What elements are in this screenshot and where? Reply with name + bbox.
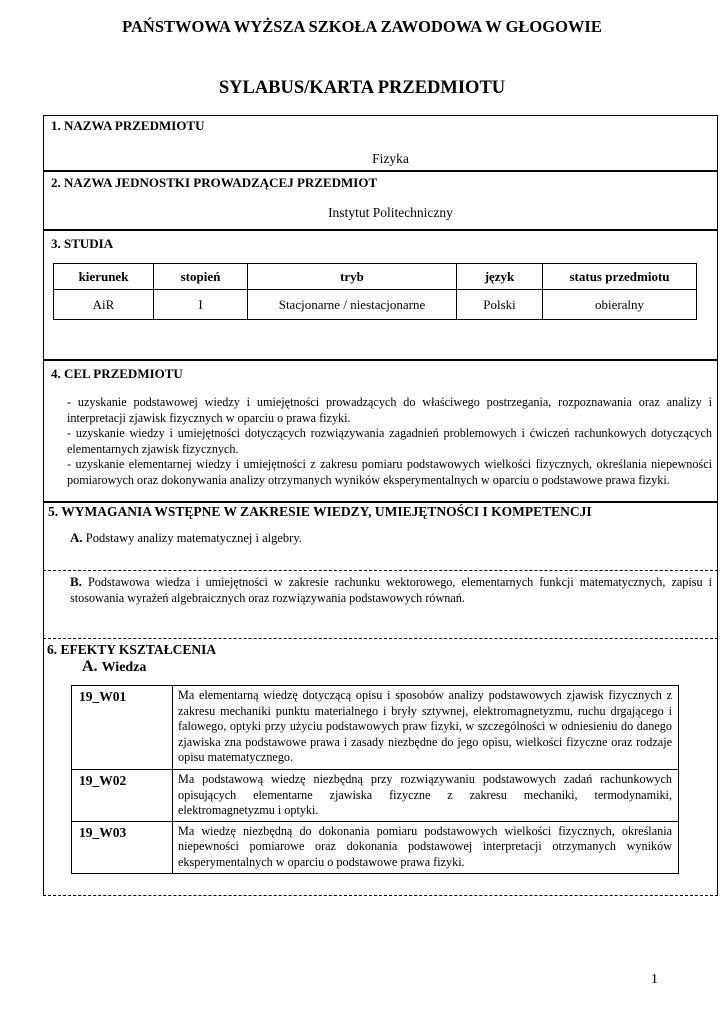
cell-tryb: Stacjonarne / niestacjonarne (248, 290, 457, 320)
page-number: 1 (651, 972, 658, 987)
unit-name: Instytut Politechniczny (328, 205, 453, 220)
requirement-a-label: A. (70, 530, 83, 545)
table-row (72, 821, 679, 873)
section-2-title: 2. NAZWA JEDNOSTKI PROWADZĄCEJ PRZEDMIOT (51, 175, 378, 190)
outcome-code: 19_W02 (72, 770, 173, 822)
header-status: status przedmiotu (543, 264, 697, 290)
school-name: PAŃSTWOWA WYŻSZA SZKOŁA ZAWODOWA W GŁOGOWIE (122, 17, 602, 36)
subsection-title: Wiedza (101, 660, 147, 675)
outcome-text: Ma elementarną wiedzę dotyczącą opisu i sposobów analizy podstawowych zjawisk fizycznych z zakresu mechaniki punktu materialnego i bryły sztywnej, elektromagnetyzmu, ruchu drgającego i falowego, optyki przy użyciu podstawowych praw fizyki, w szczególności w odniesieniu do danego zjawiska zna podstawowe prawa i zasady niezbędne do jego opisu, wielkości fizyczne oraz rodzaje opisu matematycznego. (173, 686, 679, 770)
section-3-title: 3. STUDIA (51, 236, 114, 251)
document-title: SYLABUS/KARTA PRZEDMIOTU (218, 78, 506, 98)
course-goals-text: - uzyskanie podstawowej wiedzy i umiejętności prowadzących do właściwego postrzegania, rozpoznawania oraz analizy i interpretacji zjawisk fizycznych w oparciu o prawa fizyki. - uzyskanie wiedzy i umiejętności dotyczących rozwiązywania zagadnień problemowych i ćwiczeń rachunkowych dotyczących elementarnych zjawisk fizycznych. - uzyskanie elementarnej wiedzy i umiejętności z zakresu pomiaru podstawowych wielkości fizycznych, określania niepewności pomiarowych oraz dokonywania analizy otrzymanych wyników eksperymentalnych w oparciu o podstawowe prawa fizyki. (67, 395, 712, 487)
header-kierunek: kierunek (54, 264, 154, 290)
section-4-box (43, 360, 718, 502)
cell-kierunek: AiR (54, 290, 154, 320)
outcome-text: Ma wiedzę niezbędną do dokonania pomiaru podstawowych wielkości fizycznych, określania niepewności pomiarowe oraz dokonania podstawowej interpretacji otrzymanych wyników eksperymentalnych w oparciu o podstawowe prawa fizyki. (173, 821, 679, 873)
section-2-box (43, 171, 718, 230)
section-6-title: 6. EFEKTY KSZTAŁCENIA (47, 642, 217, 657)
header-tryb: tryb (248, 264, 457, 290)
dashed-divider (43, 895, 718, 896)
cell-stopien: I (154, 290, 248, 320)
outcome-text: Ma podstawową wiedzę niezbędną przy rozwiązywaniu podstawowych zadań rachunkowych opisujących elementarne zjawiska fizyczne z zakresu mechaniki, termodynamiki, elektromagnetyzmu i optyki. (173, 770, 679, 822)
studies-table (53, 263, 697, 320)
requirement-b (70, 574, 712, 606)
subsection-wiedza (82, 658, 146, 676)
requirement-b-text: Podstawowa wiedza i umiejętności w zakresie rachunku wektorowego, elementarnych funkcji matematycznych, zapisu i stosowania wyrażeń algebraicznych oraz rozwiązywania podstawowych równań. (70, 575, 713, 605)
table-row (72, 770, 679, 822)
requirement-a-text: Podstawy analizy matematycznej i algebry. (85, 531, 302, 545)
section-4-title: 4. CEL PRZEDMIOTU (51, 366, 183, 381)
table-row (72, 686, 679, 770)
cell-status: obieralny (543, 290, 697, 320)
header-jezyk: język (457, 264, 543, 290)
subsection-label: A. (82, 658, 98, 675)
outcome-code: 19_W01 (72, 686, 173, 770)
studies-row (54, 290, 697, 320)
section-1-title: 1. NAZWA PRZEDMIOTU (51, 118, 205, 133)
section-5-title: 5. WYMAGANIA WSTĘPNE W ZAKRESIE WIEDZY, UMIEJĘTNOŚCI I KOMPETENCJI (48, 504, 592, 519)
cell-jezyk: Polski (457, 290, 543, 320)
header-stopien: stopień (154, 264, 248, 290)
outcome-code: 19_W03 (72, 821, 173, 873)
learning-outcomes-table (71, 685, 679, 874)
subject-name: Fizyka (372, 151, 409, 166)
requirement-b-label: B. (70, 574, 82, 589)
dashed-divider (43, 570, 718, 571)
section-1-box (43, 115, 718, 171)
requirement-a (70, 530, 302, 546)
studies-header-row (54, 264, 697, 290)
